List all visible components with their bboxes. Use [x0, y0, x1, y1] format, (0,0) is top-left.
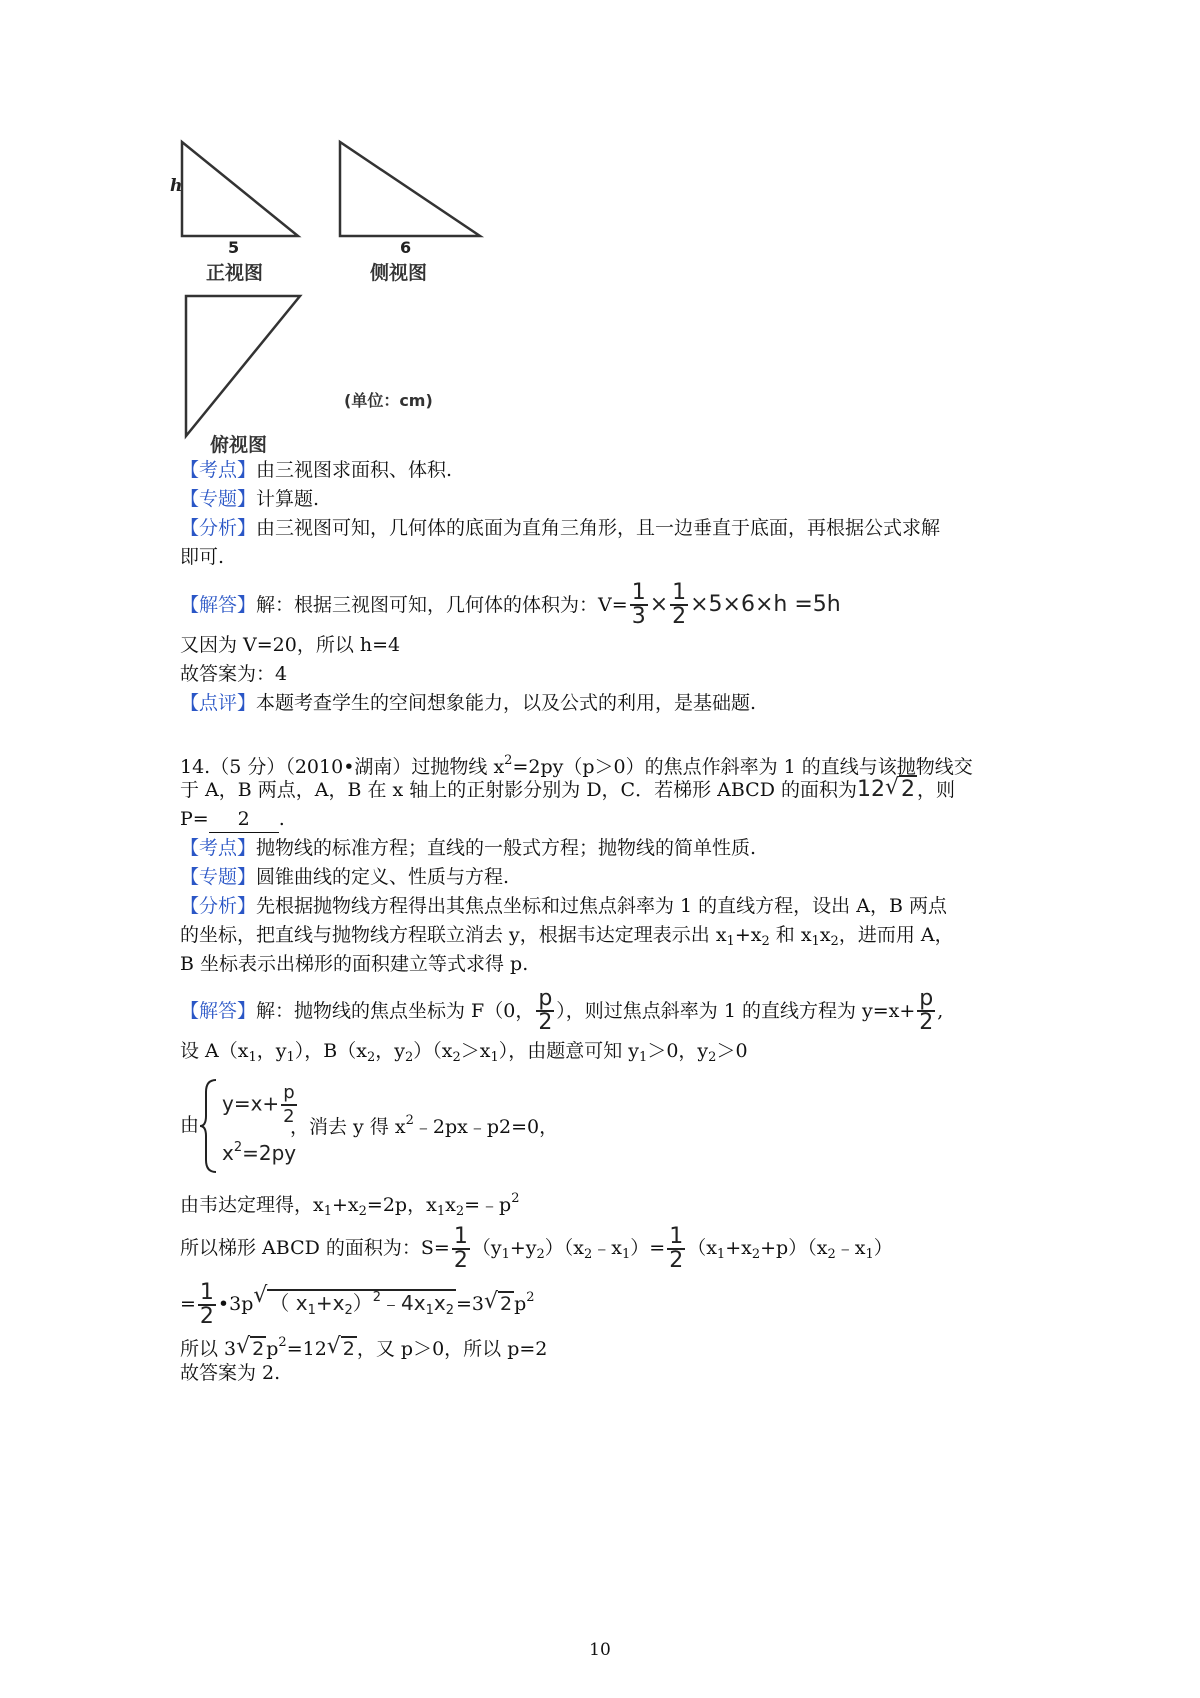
result-mid: =12 — [286, 1338, 327, 1360]
you-label: 由 — [180, 1114, 200, 1136]
fraction-half-1: $\frac{1}{2}$ — [453, 1224, 468, 1273]
fraction-one-third: $\frac{1}{3}$ — [631, 580, 646, 629]
q14-zhuanti-line — [180, 864, 509, 890]
top-view-label: 俯视图 — [210, 434, 268, 456]
result-a: 所以 3 — [180, 1338, 237, 1360]
eliminate-text: ，消去 y 得 $x^2﹣2px﹣p2=0$， — [290, 1113, 559, 1138]
zhuanti-tag: 【专题】 — [180, 488, 257, 510]
answer-blank: 2 — [209, 806, 279, 833]
jieda-tag: 【解答】 — [180, 1000, 257, 1022]
sqrt-two-a: √ 2 — [484, 1291, 514, 1317]
q13-line3: 故答案为：4 — [180, 663, 288, 685]
zhuanti-text: 圆锥曲线的定义、性质与方程. — [256, 866, 510, 888]
q13-dianping-line — [180, 690, 756, 716]
q13-line2: 又因为 V=20，所以 h=4 — [180, 634, 401, 656]
fraction-p-over-2: $\frac{p}{2}$ — [538, 986, 553, 1035]
volume-formula-prefix: V= — [598, 594, 628, 616]
kaodian-text: 由三视图求面积、体积. — [256, 459, 453, 481]
fenxi-tag: 【分析】 — [180, 895, 257, 917]
fenxi-text-1: 由三视图可知，几何体的底面为直角三角形，且一边垂直于底面，再根据公式求解 — [256, 517, 941, 539]
result-end: ，又 p＞0，所以 p=2 — [356, 1338, 548, 1360]
q14-stem-line-2 — [180, 777, 955, 803]
set-e-rest: ＞0 — [716, 1040, 748, 1062]
area-line: 所以梯形 ABCD 的面积为：S= $\frac{1}{2}$ $(y_1+y_2)(x_2﹣x_1)=$ $\frac{1}{2}$ $(x_1+x_2+p)(x_2﹣x_1)$ — [180, 1224, 893, 1273]
q14-stem-line-1: 14.（5 分）（2010•湖南）过抛物线 $x^2=2py(p>0)$的焦点作斜率为 1 的直线与该抛物线交 — [180, 753, 973, 778]
dianping-text: 本题考查学生的空间想象能力，以及公式的利用，是基础题. — [256, 692, 757, 714]
set-a-rest: ），B（x — [294, 1040, 367, 1062]
area-calc-line: = $\frac{1}{2}$ •3p√ （ $x_1+x_2)^2﹣4x_1x_2 =3√$ 2 $p^2$ — [180, 1282, 535, 1328]
q13-fenxi-line-2 — [180, 544, 224, 570]
fraction-half-2: $\frac{1}{2}$ — [669, 1224, 684, 1273]
set-c-rest: ），由题意可知 y — [498, 1040, 640, 1062]
q14-stem-1b: =2py（p＞0）的焦点作斜率为 1 的直线与该抛物线交 — [512, 756, 973, 778]
q14-jieda-line — [180, 988, 943, 1034]
sqrt-two-b: √ 2 — [236, 1336, 266, 1362]
fenxi-text-2a: 的坐标，把直线与抛物线方程联立消去 y，根据韦达定理表示出 x — [180, 924, 727, 946]
fenxi-text-1: 先根据抛物线方程得出其焦点坐标和过焦点斜率为 1 的直线方程，设出 A，B 两点 — [256, 895, 947, 917]
height-label: h — [170, 176, 183, 196]
fraction-half-3: $\frac{1}{2}$ — [199, 1280, 214, 1329]
system-line-1-text: y=x+ — [222, 1091, 280, 1116]
fraction-p-over-2-b: $\frac{p}{2}$ — [919, 986, 934, 1035]
zhuanti-tag: 【专题】 — [180, 866, 257, 888]
q14-stem-1a: 14.（5 分）（2010•湖南）过抛物线 x — [180, 756, 505, 778]
system-line-1: y=x+ $\frac{p}{2}$ — [222, 1082, 295, 1127]
fenxi-tag: 【分析】 — [180, 517, 257, 539]
set-b-rest: ）（x — [413, 1040, 453, 1062]
result-line: 所以 3√ 2 $p^2=12√$ 2 ，又 p＞0，所以 p=2 — [180, 1330, 547, 1362]
sqrt-discriminant: √ （ $x_1+x_2)^2﹣4x_1x_2$ — [253, 1285, 456, 1324]
fenxi-text-2: 即可. — [180, 546, 225, 568]
front-view-label: 正视图 — [206, 262, 264, 284]
system-line-2: $x^2=2py$ — [222, 1140, 297, 1165]
fraction-one-half: $\frac{1}{2}$ — [672, 580, 687, 629]
area-value: 12√ 2 — [857, 777, 917, 802]
final-line: 故答案为 2. — [180, 1362, 281, 1384]
left-brace-icon — [200, 1078, 220, 1174]
jieda-text-b: ），则过焦点斜率为 1 的直线方程为 y=x+ — [556, 1000, 916, 1022]
side-view-label: 侧视图 — [370, 262, 428, 284]
jieda-text-c: , — [937, 1000, 944, 1022]
side-view-triangle — [340, 142, 480, 236]
jieda-text: 解：根据三视图可知，几何体的体积为： — [256, 594, 599, 616]
q14-stem-2b: ，则 — [916, 779, 955, 801]
q14-stem-line-3 — [180, 806, 285, 833]
weida-line: 由韦达定理得，$x_1+x_2=2p$，$x_1x_2=﹣p^2$ — [180, 1191, 520, 1219]
front-base-label: 5 — [228, 238, 240, 257]
q13-kaodian-line — [180, 457, 452, 483]
jieda-tag: 【解答】 — [180, 594, 257, 616]
q13-zhuanti-line — [180, 486, 319, 512]
system-line-2b: =2py — [242, 1141, 297, 1165]
q14-stem-3b: . — [278, 808, 285, 830]
top-view-triangle — [186, 296, 300, 436]
fenxi-text-2b: 和 x — [775, 924, 812, 946]
q14-set-points-line: 设 $A(x_1$，$y_1$），$B(x_2$，$y_2)(x_2>x_1)$，由题意可知 $y_1>0$，$y_2>0$ — [180, 1040, 748, 1065]
kaodian-tag: 【考点】 — [180, 459, 257, 481]
zhuanti-text: 计算题. — [256, 488, 320, 510]
q14-fenxi-line-1 — [180, 893, 947, 919]
area-intro: 所以梯形 ABCD 的面积为：S= — [180, 1237, 450, 1259]
q14-fenxi-line-3: B 坐标表示出梯形的面积建立等式求得 p. — [180, 953, 529, 975]
q14-kaodian-line — [180, 835, 756, 861]
q13-fenxi-line — [180, 515, 940, 541]
q14-fenxi-line-2: 的坐标，把直线与抛物线方程联立消去 y，根据韦达定理表示出 $x_1+x_2$ 和 $x_1x_2$，进而用 A， — [180, 924, 954, 949]
weida-text: 由韦达定理得，x — [180, 1194, 324, 1216]
system-line-2a: x — [222, 1141, 234, 1165]
page-number: 10 — [589, 1640, 611, 1660]
equation-system — [200, 1078, 900, 1178]
volume-formula: $\frac{1}{3}$ × $\frac{1}{2}$ ×5×6×h =5h — [631, 580, 841, 629]
q14-stem-2a: 于 A，B 两点，A，B 在 x 轴上的正射影分别为 D，C．若梯形 ABCD 的面积为 — [180, 779, 857, 801]
set-a: 设 A（x — [180, 1040, 249, 1062]
kaodian-text: 抛物线的标准方程；直线的一般式方程；抛物线的简单性质. — [256, 837, 757, 859]
fenxi-text-2c: ，进而用 A， — [838, 924, 954, 946]
q13-jieda-line — [180, 582, 841, 628]
front-view-triangle — [182, 142, 298, 236]
q14-stem-3a: P= — [180, 808, 209, 830]
eliminate-b: ﹣2px﹣p2=0， — [413, 1116, 559, 1138]
kaodian-tag: 【考点】 — [180, 837, 257, 859]
side-base-label: 6 — [400, 238, 412, 257]
jieda-text-a: 解：抛物线的焦点坐标为 F（0， — [256, 1000, 535, 1022]
three-view-figure — [170, 130, 550, 500]
set-d-rest: ＞0，y — [647, 1040, 709, 1062]
eliminate-a: ，消去 y 得 x — [290, 1116, 406, 1138]
sqrt-two-c: √ 2 — [327, 1336, 357, 1362]
unit-label: (单位：cm) — [344, 391, 433, 410]
dianping-tag: 【点评】 — [180, 692, 257, 714]
